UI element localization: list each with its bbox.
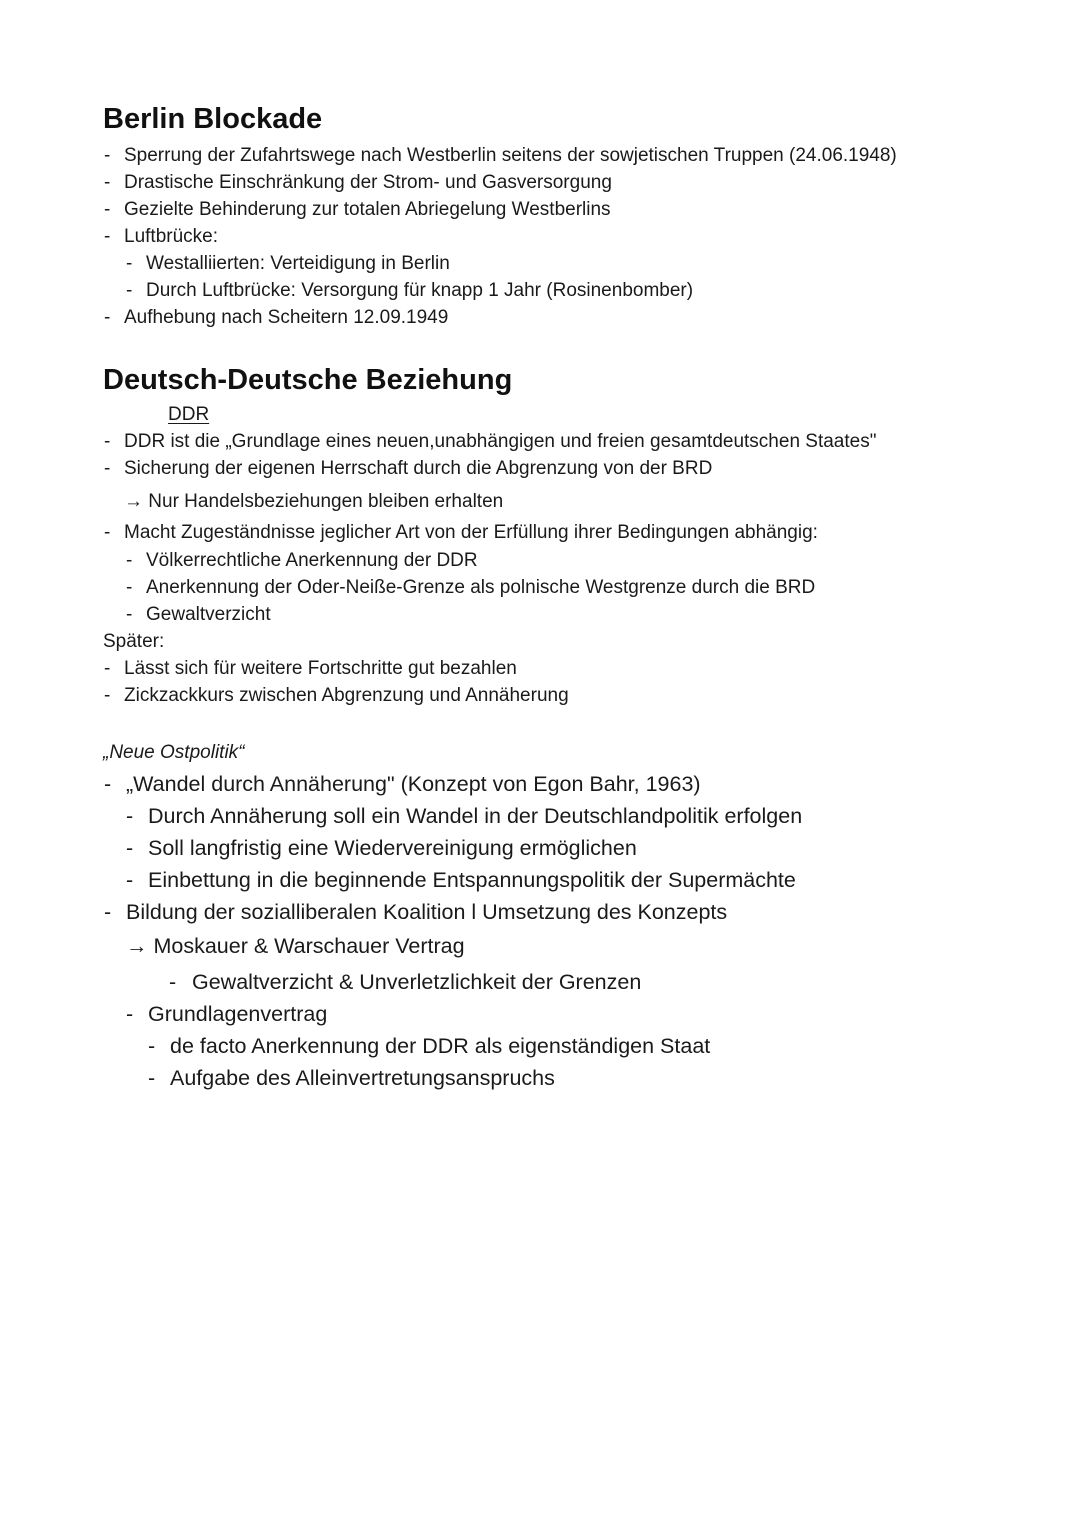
subheading-neue-ostpolitik: „Neue Ostpolitik“ [103,742,245,763]
bullet-dash: - [104,431,111,452]
bullet-dash: - [126,804,134,828]
list-item: de facto Anerkennung der DDR als eigenständigen Staat [170,1034,711,1058]
section-title-berlin-blockade: Berlin Blockade [103,103,323,135]
bullet-dash: - [104,199,111,220]
section-title-deutsch-deutsche-beziehung: Deutsch-Deutsche Beziehung [103,364,513,396]
list-item: Luftbrücke: [124,226,218,247]
list-item: Macht Zugeständnisse jeglicher Art von der Erfüllung ihrer Bedingungen abhängig: [124,522,818,543]
bullet-dash: - [104,307,111,328]
list-item: Durch Luftbrücke: Versorgung für knapp 1 Jahr (Rosinenbomber) [146,280,694,301]
list-item: Durch Annäherung soll ein Wandel in der Deutschlandpolitik erfolgen [148,804,803,828]
list-item: Einbettung in die beginnende Entspannungspolitik der Supermächte [148,868,796,892]
bullet-dash: - [126,280,133,301]
subheading-spaeter: Später: [103,631,165,652]
bullet-dash: - [126,253,133,274]
list-item: Gezielte Behinderung zur totalen Abriegelung Westberlins [124,199,611,220]
list-item-arrow: → Moskauer & Warschauer Vertrag [126,934,465,958]
bullet-dash: - [126,550,133,571]
bullet-dash: - [104,772,112,796]
list-item: Lässt sich für weitere Fortschritte gut bezahlen [124,658,517,679]
list-item: Grundlagenvertrag [148,1002,328,1026]
list-item: Westalliierten: Verteidigung in Berlin [146,253,450,274]
list-item: Aufgabe des Alleinvertretungsanspruchs [170,1066,555,1090]
bullet-dash: - [104,145,111,166]
bullet-dash: - [126,1002,134,1026]
bullet-dash: - [126,836,134,860]
list-item: Sperrung der Zufahrtswege nach Westberlin seitens der sowjetischen Truppen (24.06.1948) [124,145,897,166]
bullet-dash: - [169,970,177,994]
list-item: DDR ist die „Grundlage eines neuen,unabhängigen und freien gesamtdeutschen Staates" [124,431,877,452]
list-item: Gewaltverzicht [146,604,271,625]
subheading-ddr: DDR [168,404,210,425]
list-item: Gewaltverzicht & Unverletzlichkeit der Grenzen [192,970,642,994]
bullet-dash: - [126,604,133,625]
list-item: Zickzackkurs zwischen Abgrenzung und Annäherung [124,685,569,706]
list-item: Anerkennung der Oder-Neiße-Grenze als polnische Westgrenze durch die BRD [146,577,816,598]
bullet-dash: - [104,685,111,706]
bullet-dash: - [104,658,111,679]
bullet-dash: - [148,1034,156,1058]
bullet-dash: - [104,900,112,924]
list-item: Sicherung der eigenen Herrschaft durch die Abgrenzung von der BRD [124,458,713,479]
list-item: Aufhebung nach Scheitern 12.09.1949 [124,307,449,328]
bullet-dash: - [126,868,134,892]
bullet-dash: - [148,1066,156,1090]
list-item: „Wandel durch Annäherung" (Konzept von Egon Bahr, 1963) [126,772,701,796]
list-item-arrow: → Nur Handelsbeziehungen bleiben erhalten [124,491,504,512]
bullet-dash: - [104,226,111,247]
bullet-dash: - [104,458,111,479]
bullet-dash: - [126,577,133,598]
list-item: Bildung der sozialliberalen Koalition l Umsetzung des Konzepts [126,900,728,924]
bullet-dash: - [104,172,111,193]
list-item: Völkerrechtliche Anerkennung der DDR [146,550,478,571]
list-item: Drastische Einschränkung der Strom- und Gasversorgung [124,172,612,193]
bullet-dash: - [104,522,111,543]
list-item: Soll langfristig eine Wiedervereinigung ermöglichen [148,836,637,860]
